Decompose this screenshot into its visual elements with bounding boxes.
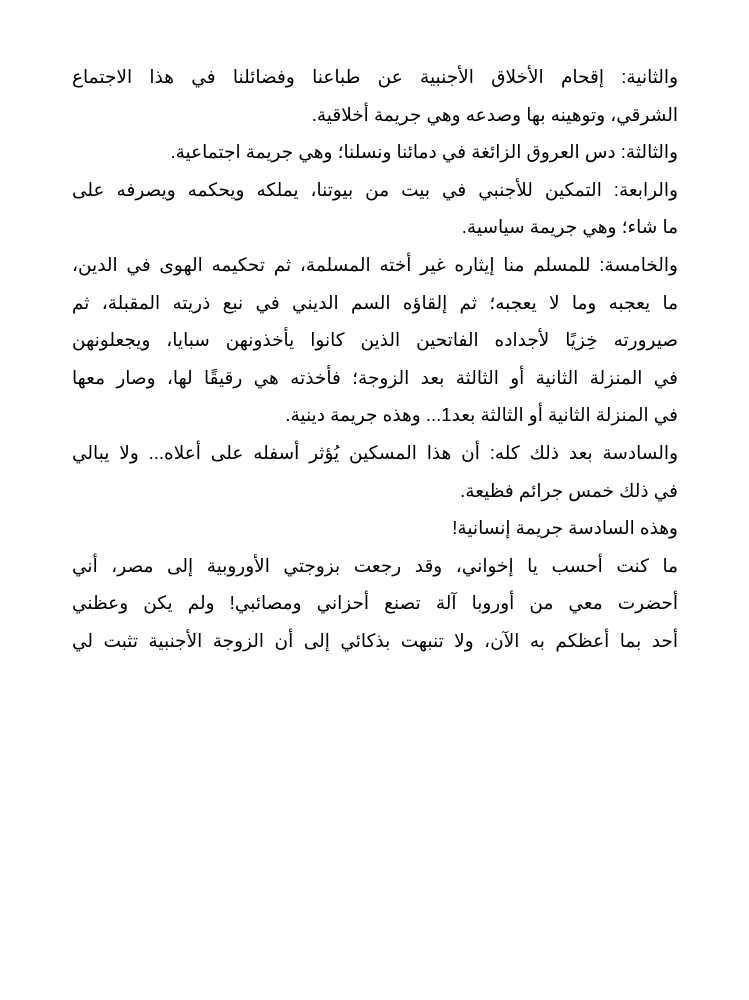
text-line: والثالثة: دس العروق الزائغة في دمائنا ونسلنا؛ وهي جريمة اجتماعية. [170, 141, 678, 163]
text-line: ما كنت أحسب يا إخواني، وقد رجعت بزوجتي الأوروبية إلى مصر، أني [72, 554, 678, 576]
text-line: في ذلك خمس جرائم فظيعة. [460, 479, 678, 501]
text-line: في المنزلة الثانية أو الثالثة بعد1... وهذه جريمة دينية. [285, 404, 678, 426]
text-line: في المنزلة الثانية أو الثالثة بعد الزوجة؛ فأخذته هي رقيقًا لها، وصار معها [72, 366, 678, 388]
text-line: أحضرت معي من أوروبا آلة تصنع أحزاني ومصائبي! ولم يكن وعظني [72, 592, 678, 614]
text-line: الشرقي، وتوهينه بها وصدعه وهي جريمة أخلاقية. [311, 103, 678, 125]
text-line: صيرورته خِزيًا لأجداده الفاتحين الذين كانوا يأخذونهن سبايا، ويجعلونهن [72, 329, 678, 351]
text-line: والسادسة بعد ذلك كله: أن هذا المسكين يُؤثر أسفله على أعلاه... ولا يبالي [72, 441, 678, 463]
text-line: والخامسة: للمسلم منا إيثاره غير أخته المسلمة، ثم تحكيمه الهوى في الدين، [72, 253, 678, 275]
text-line: والرابعة: التمكين للأجنبي في بيت من بيوتنا، يملكه ويحكمه ويصرفه على [72, 178, 678, 200]
text-line: والثانية: إقحام الأخلاق الأجنبية عن طباعنا وفضائلنا في هذا الاجتماع [72, 66, 678, 87]
text-line: أحد بما أعظكم به الآن، ولا تنبهت بذكائي إلى أن الزوجة الأجنبية تثبت لي [72, 629, 678, 651]
text-line: وهذه السادسة جريمة إنسانية! [452, 517, 678, 539]
body-text [72, 58, 678, 660]
text-line: ما يعجبه وما لا يعجبه؛ ثم إلقاؤه السم الديني في نبع ذريته المقبلة، ثم [72, 291, 678, 313]
text-line: ما شاء؛ وهي جريمة سياسية. [461, 216, 678, 238]
